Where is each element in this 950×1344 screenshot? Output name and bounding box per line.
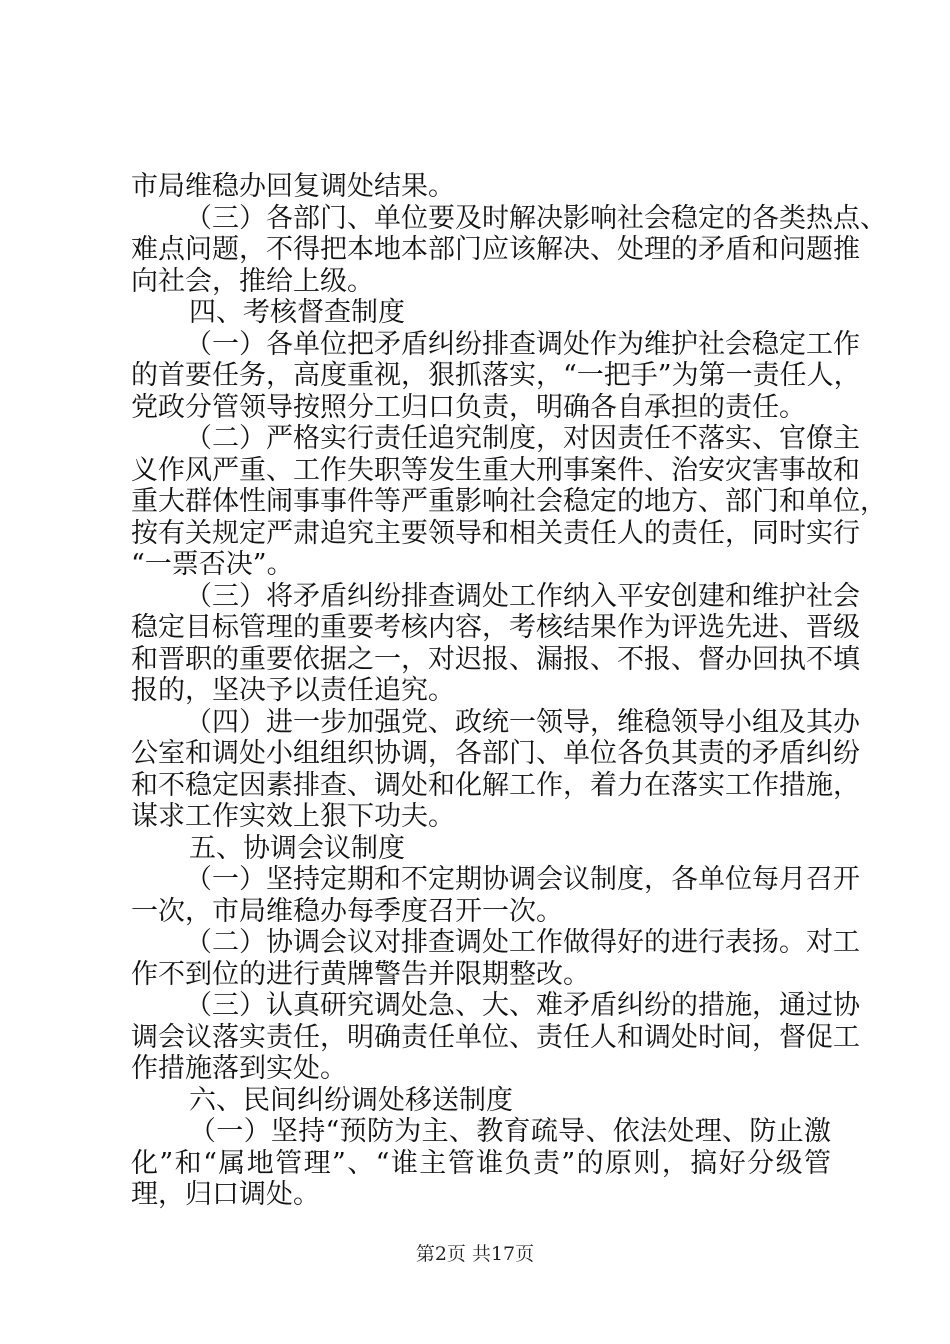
text-line: 重大群体性闹事事件等严重影响社会稳定的地方、部门和单位， <box>131 486 887 517</box>
text-line: 和不稳定因素排查、调处和化解工作，着力在落实工作措施， <box>131 769 860 801</box>
text-line: （三）认真研究调处急、大、难矛盾纠纷的措施，通过协 <box>185 990 860 1021</box>
text-line: “一票否决”。 <box>131 549 294 580</box>
body-text <box>131 171 887 1211</box>
text-line: 难点问题，不得把本地本部门应该解决、处理的矛盾和问题推 <box>131 234 860 265</box>
text-line: 调会议落实责任，明确责任单位、责任人和调处时间，督促工 <box>131 1021 860 1053</box>
text-line: 化”和“属地管理”、“谁主管谁负责”的原则，搞好分级管 <box>131 1147 831 1179</box>
text-line: 党政分管领导按照分工归口负责，明确各自承担的责任。 <box>131 391 806 423</box>
text-line: 向社会，推给上级。 <box>131 265 374 297</box>
text-line: 谋求工作实效上狠下功夫。 <box>131 801 455 832</box>
text-line: （一）各单位把矛盾纠纷排查调处作为维护社会稳定工作 <box>185 328 860 360</box>
text-line: （三）各部门、单位要及时解决影响社会稳定的各类热点、 <box>185 202 887 234</box>
section-heading: 四、考核督查制度 <box>189 297 405 328</box>
text-line: 报的，坚决予以责任追究。 <box>131 675 455 706</box>
text-line: 义作风严重、工作失职等发生重大刑事案件、治安灾害事故和 <box>131 454 860 486</box>
text-line: 按有关规定严肃追究主要领导和相关责任人的责任，同时实行 <box>131 517 860 549</box>
text-line: 一次，市局维稳办每季度召开一次。 <box>131 895 563 927</box>
text-line: 稳定目标管理的重要考核内容，考核结果作为评选先进、晋级 <box>131 612 860 643</box>
text-line: （三）将矛盾纠纷排查调处工作纳入平安创建和维护社会 <box>185 580 860 612</box>
text-line: 的首要任务，高度重视，狠抓落实，“一把手”为第一责任人， <box>131 360 861 391</box>
text-line: （一）坚持“预防为主、教育疏导、依法处理、防止激 <box>189 1116 831 1147</box>
section-heading: 五、协调会议制度 <box>189 832 405 864</box>
text-line: 作不到位的进行黄牌警告并限期整改。 <box>131 958 590 990</box>
text-line: （二）严格实行责任追究制度，对因责任不落实、官僚主 <box>185 423 860 454</box>
section-heading: 六、民间纠纷调处移送制度 <box>189 1084 513 1116</box>
text-line: （一）坚持定期和不定期协调会议制度，各单位每月召开 <box>185 864 860 895</box>
text-line: 公室和调处小组组织协调，各部门、单位各负其责的矛盾纠纷 <box>131 738 860 769</box>
page-number: 第2页 共17页 <box>415 1243 535 1265</box>
text-line: 理，归口调处。 <box>131 1179 320 1210</box>
text-line: （四）进一步加强党、政统一领导，维稳领导小组及其办 <box>185 706 860 738</box>
text-line: 作措施落到实处。 <box>131 1053 347 1084</box>
text-line: 市局维稳办回复调处结果。 <box>131 171 455 202</box>
text-line: （二）协调会议对排查调处工作做得好的进行表扬。对工 <box>185 927 860 958</box>
text-line: 和晋职的重要依据之一，对迟报、漏报、不报、督办回执不填 <box>131 643 860 675</box>
